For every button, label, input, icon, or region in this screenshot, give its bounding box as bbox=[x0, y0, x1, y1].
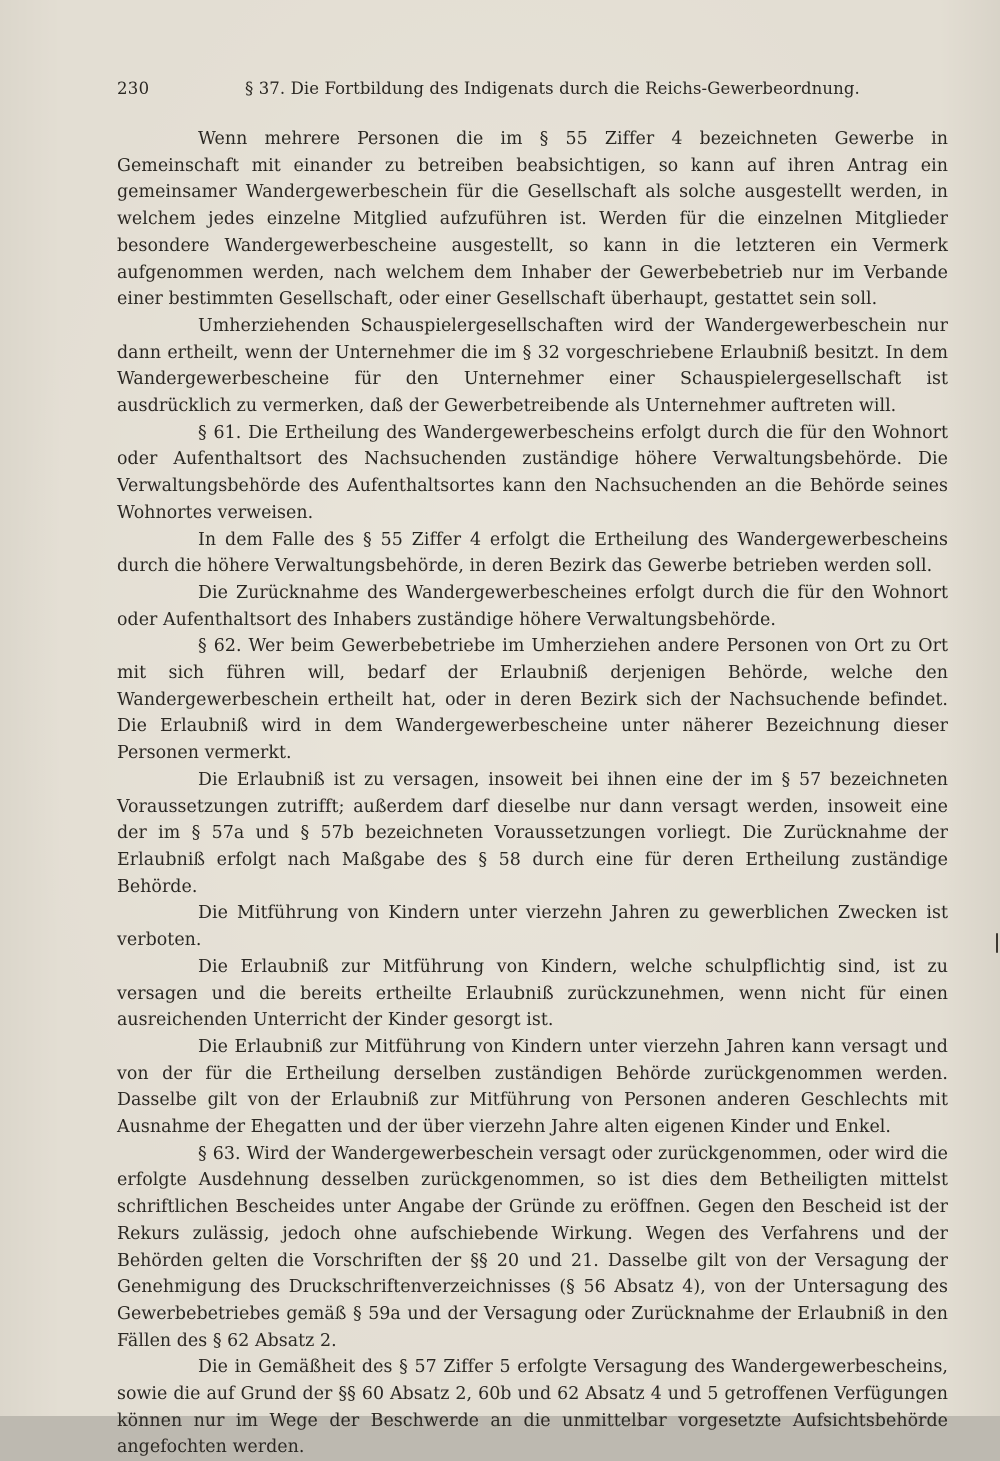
paragraph: In dem Falle des § 55 Ziffer 4 erfolgt die Ertheilung des Wandergewerbescheins durch die höhere Verwaltungsbehörde, in deren Bezirk das Gewerbe betrieben werden soll. bbox=[117, 529, 948, 577]
paragraph: Die Erlaubniß zur Mitführung von Kindern, welche schulpflichtig sind, ist zu versagen und die bereits ertheilte Erlaubniß zurückzunehmen, wenn nicht für einen ausreichenden Unterricht der Kinder gesorgt ist. bbox=[117, 956, 948, 1031]
paragraph: Die Erlaubniß zur Mitführung von Kindern unter vierzehn Jahren kann versagt und von der für die Ertheilung derselben zuständigen Behörde zurückgenommen werden. Dasselbe gilt von der Erlaubniß zur Mitführung von Personen anderen Geschlechts mit Ausnahme der Ehegatten und der über vierzehn Jahre alten eigenen Kinder und Enkel. bbox=[117, 1036, 948, 1138]
running-head: § 37. Die Fortbildung des Indigenats durch die Reichs-Gewerbeordnung. bbox=[245, 79, 860, 98]
paragraph-section-63: § 63. Wird der Wandergewerbeschein versagt oder zurückgenommen, oder wird die erfolgte Ausdehnung desselben zurückgenommen, so ist dies dem Betheiligten mittelst schriftlichen Bescheides unter Angabe der Gründe zu eröffnen. Gegen den Bescheid ist der Rekurs zulässig, jedoch ohne aufschiebende Wirkung. Wegen des Verfahrens und der Behörden gelten die Vorschriften der §§ 20 und 21. Dasselbe gilt von der Versagung der Genehmigung des Druckschriftenverzeichnisses (§ 56 Absatz 4), von der Untersagung des Gewerbebetriebes gemäß § 59a und der Versagung oder Zurücknahme der Erlaubniß in den Fällen des § 62 Absatz 2. bbox=[117, 1143, 948, 1351]
paragraph: Wenn mehrere Personen die im § 55 Ziffer 4 bezeichneten Gewerbe in Gemeinschaft mit einander zu betreiben beabsichtigen, so kann auf ihren Antrag ein gemeinsamer Wandergewerbeschein für die Gesellschaft als solche ausgestellt werden, in welchem jedes einzelne Mitglied aufzuführen ist. Werden für die einzelnen Mitglieder besondere Wandergewerbescheine ausgestellt, so kann in die letzteren ein Vermerk aufgenommen werden, nach welchem dem Inhaber der Gewerbebetrieb nur im Verbande einer bestimmten Gesellschaft, oder einer Gesellschaft überhaupt, gestattet sein soll. bbox=[117, 129, 948, 310]
paragraph-section-62: § 62. Wer beim Gewerbebetriebe im Umherziehen andere Personen von Ort zu Ort mit sich führen will, bedarf der Erlaubniß derjenigen Behörde, welche den Wandergewerbeschein ertheilt hat, oder in deren Bezirk sich der Nachsuchende befindet. Die Erlaubniß wird in dem Wandergewerbescheine unter näherer Bezeichnung dieser Personen vermerkt. bbox=[117, 636, 948, 764]
paragraph: Umherziehenden Schauspielergesellschaften wird der Wandergewerbeschein nur dann ertheilt, wenn der Unternehmer die im § 32 vorgeschriebene Erlaubniß besitzt. In dem Wandergewerbescheine für den Unternehmer einer Schauspielergesellschaft ist ausdrücklich zu vermerken, daß der Gewerbetreibende als Unternehmer auftreten will. bbox=[117, 315, 948, 417]
paragraph: Die Zurücknahme des Wandergewerbescheines erfolgt durch die für den Wohnort oder Aufenthaltsort des Inhabers zuständige höhere Verwaltungsbehörde. bbox=[117, 582, 948, 630]
paragraph-section-61: § 61. Die Ertheilung des Wandergewerbescheins erfolgt durch die für den Wohnort oder Aufenthaltsort des Nachsuchenden zuständige höhere Verwaltungsbehörde. Die Verwaltungsbehörde des Aufenthaltsortes kann den Nachsuchenden an die Behörde seines Wohnortes verweisen. bbox=[117, 422, 948, 523]
page-header bbox=[117, 76, 860, 102]
body-text bbox=[117, 126, 948, 1461]
paragraph: Die in Gemäßheit des § 57 Ziffer 5 erfolgte Versagung des Wandergewerbescheins, sowie die auf Grund der §§ 60 Absatz 2, 60b und 62 Absatz 4 und 5 getroffenen Verfügungen können nur im Wege der Beschwerde an die unmittelbar vorgesetzte Aufsichtsbehörde angefochten werden. bbox=[117, 1357, 948, 1458]
page-number: 230 bbox=[117, 79, 150, 98]
page-edge-mark bbox=[996, 933, 998, 953]
paragraph: Die Mitführung von Kindern unter vierzehn Jahren zu gewerblichen Zwecken ist verboten. bbox=[117, 903, 948, 951]
paragraph: Die Erlaubniß ist zu versagen, insoweit bei ihnen eine der im § 57 bezeichneten Voraussetzungen zutrifft; außerdem darf dieselbe nur dann versagt werden, insoweit eine der im § 57a und § 57b bezeichneten Voraussetzungen vorliegt. Die Zurücknahme der Erlaubniß erfolgt nach Maßgabe des § 58 durch eine für deren Ertheilung zuständige Behörde. bbox=[117, 769, 948, 897]
